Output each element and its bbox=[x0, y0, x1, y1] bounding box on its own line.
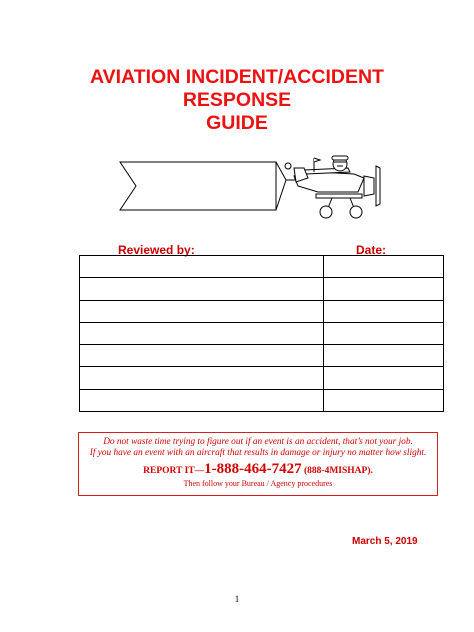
table-row bbox=[80, 256, 444, 278]
table-row bbox=[80, 278, 444, 300]
review-signoff-table bbox=[79, 255, 444, 412]
date-cell[interactable] bbox=[324, 322, 444, 344]
date-column-label: Date: bbox=[356, 243, 387, 257]
date-cell[interactable] bbox=[324, 300, 444, 322]
date-cell[interactable] bbox=[324, 278, 444, 300]
report-notice-box bbox=[78, 432, 438, 496]
date-cell[interactable] bbox=[324, 345, 444, 367]
report-prefix: REPORT IT— bbox=[143, 466, 205, 476]
report-phone-alt: (888-4MISHAP). bbox=[301, 466, 373, 476]
reviewer-cell[interactable] bbox=[80, 278, 324, 300]
page-number: 1 bbox=[234, 594, 240, 604]
reviewer-cell[interactable] bbox=[80, 322, 324, 344]
table-row bbox=[80, 367, 444, 389]
notice-line-4: Then follow your Bureau / Agency procedures bbox=[183, 479, 333, 488]
notice-line-1: Do not waste time trying to figure out if an event is an accident, that’s not your job. bbox=[103, 437, 413, 447]
date-cell[interactable] bbox=[324, 389, 444, 411]
document-title bbox=[40, 66, 434, 135]
biplane-banner-icon bbox=[118, 150, 390, 226]
report-line bbox=[79, 462, 437, 478]
document-date: March 5, 2019 bbox=[352, 536, 418, 547]
reviewer-cell[interactable] bbox=[80, 300, 324, 322]
table-row bbox=[80, 322, 444, 344]
reviewer-cell[interactable] bbox=[80, 389, 324, 411]
date-cell[interactable] bbox=[324, 256, 444, 278]
report-phone-number[interactable]: 1-888-464-7427 bbox=[204, 461, 302, 477]
title-line-1: AVIATION INCIDENT/ACCIDENT RESPONSE bbox=[90, 66, 384, 111]
title-line-2: GUIDE bbox=[206, 112, 268, 134]
date-cell[interactable] bbox=[324, 367, 444, 389]
notice-line-2: If you have an event with an aircraft that results in damage or injury no matter how slight. bbox=[89, 448, 427, 458]
reviewer-cell[interactable] bbox=[80, 256, 324, 278]
table-row bbox=[80, 345, 444, 367]
table-row bbox=[80, 300, 444, 322]
reviewer-cell[interactable] bbox=[80, 345, 324, 367]
reviewer-cell[interactable] bbox=[80, 367, 324, 389]
reviewed-by-label: Reviewed by: bbox=[118, 243, 195, 257]
table-row bbox=[80, 389, 444, 411]
